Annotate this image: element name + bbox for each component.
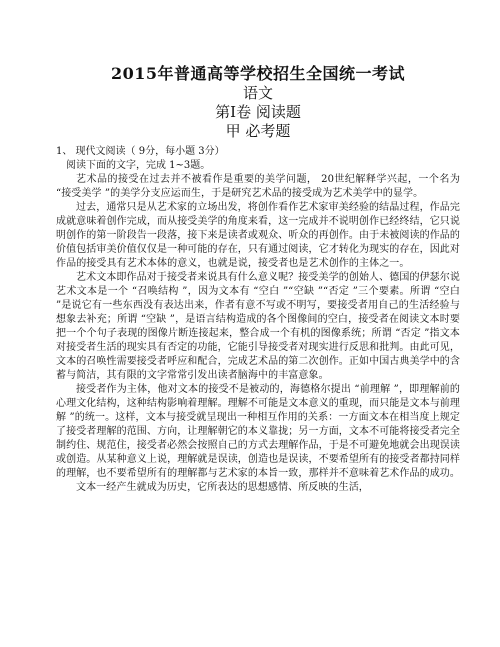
question-heading: 1、 现代文阅读（ 9分，每小题 3分） (56, 146, 225, 157)
passage-paragraph-2: 过去，通常只是从艺术家的立场出发，将创作看作艺术家审美经验的结晶过程，作品完成就意味着创作完成，而从接受美学的角度来看，这一完成并不说明创作已经终结，它只说明创作的第一阶段告一段落，接下来是读者或观众、听众的再创作。由于未被阅读的作品的价值包括审美价值仅仅是一种可能的存在，只有通过阅读，它才转化为现实的存在，因此对作品的接受具有艺术本体的意义，也就是说，接受者也是艺术创作的主体之一。 (56, 202, 460, 269)
subject-heading: 语文 (242, 84, 273, 102)
passage-paragraph-3: 艺术文本即作品对于接受者来说具有什么意义呢？接受美学的创始人、德国的伊瑟尔说艺术文本是一个 “召唤结构 ”，因为文本有 “空白 ”“空缺 ”“否定 ”三个要素。所谓 “空白 ”是说它有一些东西没有表达出来，作者有意不写或不明写，要接受者用自己的生活经验与想象去补充；所谓 “空缺 ”，是语言结构造成的各个图像间的空白，接受者在阅读文本时要把一个个句子表现的图像片断连接起来，整合成一个有机的图像系统；所谓 “否定 ”指文本对接受者生活的现实具有否定的功能，它能引导接受者对现实进行反思和批判。由此可见，文本的召唤性需要接受者呼应和配合，完成艺术品的第二次创作。正如中国古典美学中的含蓄与简洁，其有限的文字常常引发出读者脑海中的丰富意象。 (56, 272, 460, 381)
passage-paragraph-4: 接受者作为主体，他对文本的接受不是被动的，海德格尔提出 “前理解 ”，即理解前的心理文化结构，这种结构影响着理解。理解不可能是文本意义的重现，而只能是文本与前理解 ”的统一。这样，文本与接受就呈现出一种相互作用的关系：一方面文本在相当度上规定了接受者理解的范围、方向，让理解朝它的本义靠拢；另一方面，文本不可能将接受者完全制约住、规范住，接受者必然会按照自己的方式去理解作品，于是不可避免地就会出现误读或创造。从某种意义上说，理解就是误读，创造也是误读，不要希望所有的接受者都持同样的理解，也不要希望所有的理解都与艺术家的本旨一致，那样并不意味着艺术作品的成功。 (56, 384, 460, 479)
question-instruction: 阅读下面的文字，完成 1~3题。 (66, 160, 211, 171)
passage-paragraph-5: 文本一经产生就成为历史，它所表达的思想感情、所反映的生活， (76, 482, 369, 493)
passage-paragraph-1: 艺术品的接受在过去并不被看作是重要的美学问题， 20世纪解释学兴起，一个名为 “接受美学 ”的美学分支应运而生，于是研究艺术品的接受成为艺术美学中的显学。 (56, 174, 460, 199)
part-heading: 第Ⅰ卷 阅读题 (215, 103, 301, 121)
section-heading: 甲 必考题 (225, 122, 291, 140)
exam-title: 2015年普通高等学校招生全国统一考试 (110, 64, 406, 83)
